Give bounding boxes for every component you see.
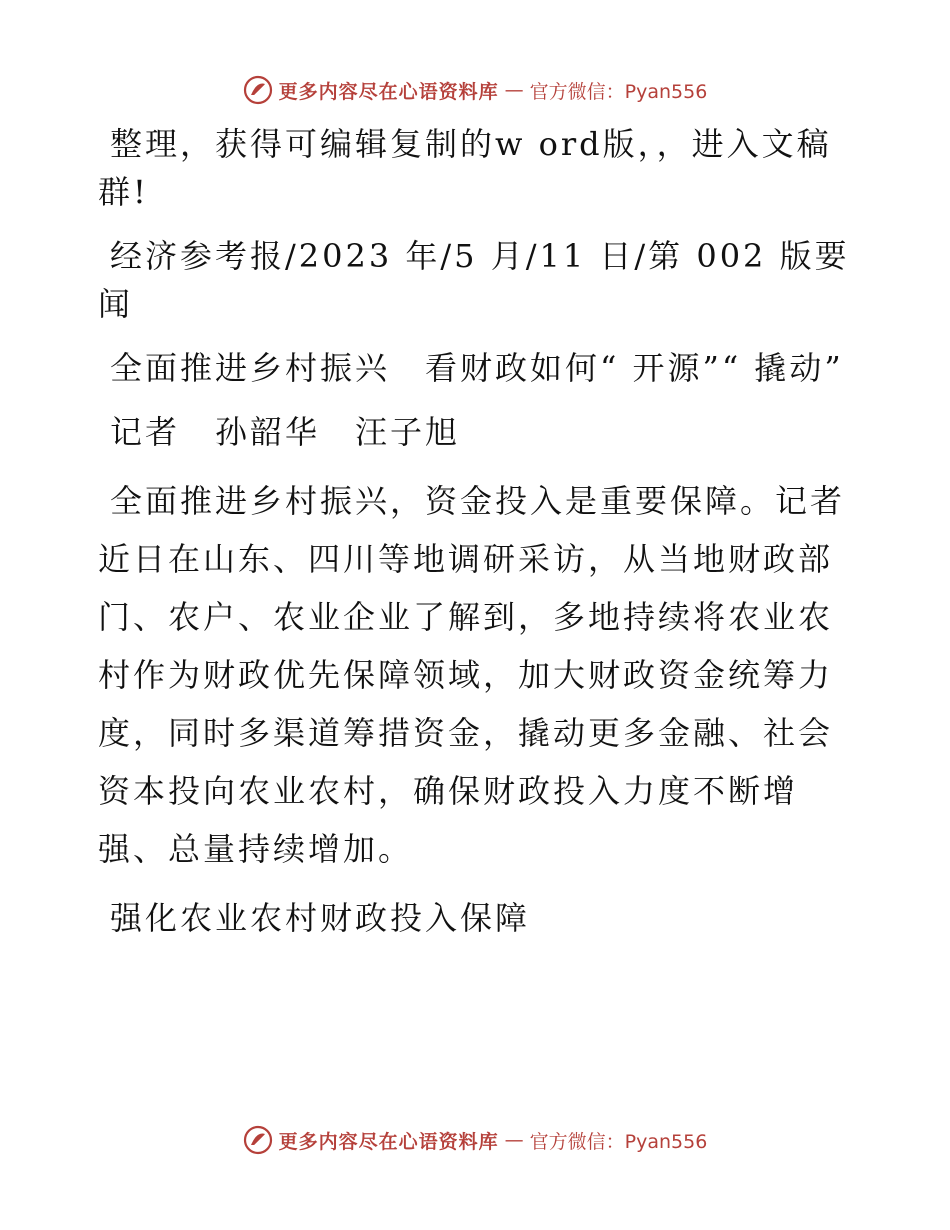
byline: 记者 孙韶华 汪子旭 <box>110 413 461 451</box>
watermark-group <box>243 75 708 105</box>
watermark-separator: — <box>504 79 524 101</box>
watermark-text: 更多内容尽在心语资料库 <box>278 1130 499 1153</box>
watermark-wechat: 官方微信：Pyan556 <box>529 1130 708 1153</box>
library-logo-icon <box>243 1125 273 1155</box>
intro-paragraph: 整理，获得可编辑复制的w ord版，，进入文稿群! <box>98 125 832 211</box>
body-paragraph: 全面推进乡村振兴，资金投入是重要保障。记者近日在山东、四川等地调研采访，从当地财政部门、农户、农业企业了解到，多地持续将农业农村作为财政优先保障领域，加大财政资金统筹力度，同时多渠道筹措资金，撬动更多金融、社会资本投向农业农村，确保财政投入力度不断增强、总量持续增加。 <box>98 482 846 868</box>
header-watermark <box>0 70 950 110</box>
watermark-text: 更多内容尽在心语资料库 <box>278 80 499 103</box>
document-body <box>98 120 858 958</box>
library-logo-icon <box>243 75 273 105</box>
article-headline: 全面推进乡村振兴 看财政如何“ 开源”“ 撬动” <box>110 349 844 387</box>
watermark-group <box>243 1125 708 1155</box>
footer-watermark <box>0 1120 950 1160</box>
watermark-wechat: 官方微信：Pyan556 <box>529 80 708 103</box>
section-subhead: 强化农业农村财政投入保障 <box>110 899 531 937</box>
dateline: 经济参考报/2023 年/5 月/11 日/第 002 版要闻 <box>98 237 850 323</box>
watermark-separator: — <box>504 1129 524 1151</box>
